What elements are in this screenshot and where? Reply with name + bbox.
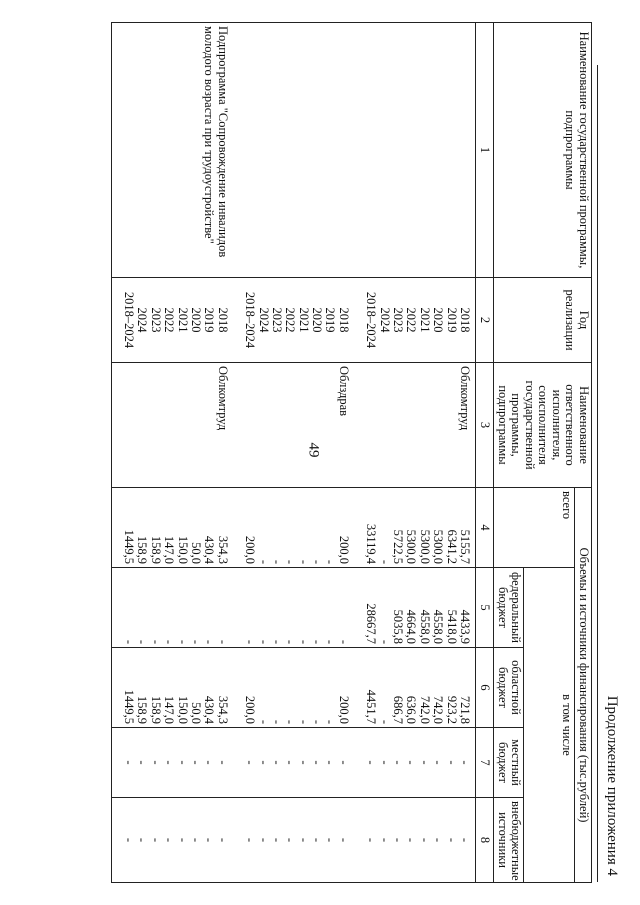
cell-value: - bbox=[283, 837, 298, 843]
cell-value: - bbox=[417, 837, 432, 843]
header-year: Год реализации bbox=[494, 278, 592, 363]
cell-value: - bbox=[310, 719, 325, 724]
cell-value: 5035,8 bbox=[391, 609, 406, 644]
executor-name: Облкомтруд bbox=[215, 366, 230, 431]
header-regional: областной бюджет bbox=[494, 648, 524, 728]
cell-total bbox=[233, 488, 354, 568]
cell-value: - bbox=[323, 837, 338, 843]
cell-value: 2018 bbox=[336, 307, 351, 333]
cell-value: 147,0 bbox=[162, 535, 177, 564]
cell-value: 4433,9 bbox=[458, 609, 472, 644]
col-number-2: 2 bbox=[476, 278, 495, 363]
cell-value: - bbox=[336, 837, 351, 843]
cell-value: 200,0 bbox=[336, 535, 351, 564]
cell-extrabudget bbox=[111, 798, 233, 883]
col-number-4: 4 bbox=[476, 488, 495, 568]
cell-value: 6341,2 bbox=[444, 529, 459, 564]
cell-value: 2022 bbox=[162, 307, 177, 333]
cell-value: - bbox=[202, 639, 217, 644]
cell-value: - bbox=[364, 837, 379, 843]
cell-value: - bbox=[323, 760, 338, 765]
header-program-name: Наименование государственной программы, подпрограммы bbox=[494, 23, 592, 278]
col-number-8: 8 bbox=[476, 798, 495, 883]
cell-program-name bbox=[233, 23, 354, 278]
cell-value: - bbox=[377, 559, 392, 564]
cell-value: 1449,5 bbox=[122, 529, 137, 564]
header-extrabudget: внебюджетные источники bbox=[494, 798, 524, 883]
cell-federal bbox=[111, 568, 233, 648]
cell-local bbox=[111, 728, 233, 798]
cell-value: - bbox=[336, 760, 351, 765]
cell-value: 158,9 bbox=[148, 695, 163, 724]
cell-value: - bbox=[323, 639, 338, 644]
funding-table bbox=[111, 22, 592, 883]
page-number: 49 bbox=[305, 442, 322, 458]
cell-value: - bbox=[269, 719, 284, 724]
cell-total bbox=[354, 488, 476, 568]
cell-value: 742,0 bbox=[417, 695, 432, 724]
cell-value: - bbox=[404, 760, 419, 765]
col-number-5: 5 bbox=[476, 568, 495, 648]
cell-years bbox=[354, 278, 476, 363]
cell-value: - bbox=[243, 639, 258, 644]
cell-executor bbox=[354, 363, 476, 488]
cell-value: - bbox=[336, 639, 351, 644]
cell-value: - bbox=[243, 760, 258, 765]
cell-value: - bbox=[310, 639, 325, 644]
cell-total bbox=[111, 488, 233, 568]
cell-extrabudget bbox=[233, 798, 354, 883]
cell-value: - bbox=[175, 837, 190, 843]
cell-value: - bbox=[431, 760, 446, 765]
cell-value: 50,0 bbox=[188, 702, 203, 724]
cell-value: 430,4 bbox=[202, 535, 217, 564]
cell-program-name bbox=[111, 23, 233, 278]
cell-value: - bbox=[391, 837, 406, 843]
cell-value: - bbox=[269, 837, 284, 843]
cell-value: - bbox=[323, 719, 338, 724]
cell-value: - bbox=[296, 639, 311, 644]
header-funding-group: Объемы и источники финансирования (тыс.рублей) bbox=[575, 488, 592, 883]
cell-value: - bbox=[215, 760, 230, 765]
cell-value: 150,0 bbox=[175, 535, 190, 564]
cell-value: - bbox=[215, 639, 230, 644]
cell-years bbox=[233, 278, 354, 363]
cell-regional bbox=[233, 648, 354, 728]
cell-local bbox=[354, 728, 476, 798]
cell-value: - bbox=[135, 639, 150, 644]
cell-value: 4558,0 bbox=[431, 609, 446, 644]
cell-value: - bbox=[458, 837, 472, 843]
cell-value: - bbox=[444, 837, 459, 843]
cell-value: 1449,5 bbox=[122, 689, 137, 724]
cell-value: - bbox=[377, 719, 392, 724]
cell-value: - bbox=[377, 837, 392, 843]
cell-value: - bbox=[122, 837, 137, 843]
cell-value: 2018–2024 bbox=[122, 291, 137, 349]
cell-value: 2021 bbox=[296, 307, 311, 333]
cell-value: - bbox=[256, 837, 271, 843]
cell-value: - bbox=[256, 719, 271, 724]
cell-extrabudget bbox=[354, 798, 476, 883]
header-executor: Наименование ответственного исполнителя, соисполнителя государственной программы, подпрограммы bbox=[494, 363, 592, 488]
cell-value: 2020 bbox=[310, 307, 325, 333]
cell-value: 147,0 bbox=[162, 695, 177, 724]
cell-value: - bbox=[148, 639, 163, 644]
cell-value: 2020 bbox=[431, 307, 446, 333]
cell-value: - bbox=[269, 559, 284, 564]
cell-value: 2021 bbox=[175, 307, 190, 333]
cell-value: - bbox=[458, 760, 472, 765]
cell-value: 200,0 bbox=[336, 695, 351, 724]
cell-value: 5300,0 bbox=[431, 529, 446, 564]
executor-name: Облкомтруд bbox=[458, 366, 472, 431]
cell-value: 2020 bbox=[188, 307, 203, 333]
cell-value: 50,0 bbox=[188, 542, 203, 564]
cell-value: 158,9 bbox=[148, 535, 163, 564]
cell-value: - bbox=[256, 639, 271, 644]
cell-value: - bbox=[296, 719, 311, 724]
cell-value: - bbox=[431, 837, 446, 843]
col-number-6: 6 bbox=[476, 648, 495, 728]
cell-value: - bbox=[135, 760, 150, 765]
cell-value: 721,8 bbox=[458, 695, 472, 724]
cell-value: - bbox=[283, 760, 298, 765]
cell-value: 2022 bbox=[404, 307, 419, 333]
header-local: местный бюджет bbox=[494, 728, 524, 798]
cell-value: - bbox=[122, 760, 137, 765]
cell-value: 2024 bbox=[135, 307, 150, 333]
cell-value: 150,0 bbox=[175, 695, 190, 724]
cell-value: 2023 bbox=[269, 307, 284, 333]
cell-value: - bbox=[243, 837, 258, 843]
cell-value: 2019 bbox=[323, 307, 338, 333]
section-row bbox=[354, 23, 476, 883]
header-rule bbox=[597, 65, 598, 882]
cell-value: 636,0 bbox=[404, 695, 419, 724]
cell-value: - bbox=[417, 760, 432, 765]
cell-years bbox=[111, 278, 233, 363]
cell-value: - bbox=[310, 760, 325, 765]
cell-value: - bbox=[269, 760, 284, 765]
cell-value: - bbox=[296, 559, 311, 564]
sections-body bbox=[111, 23, 475, 883]
cell-value: - bbox=[135, 837, 150, 843]
cell-value: 4558,0 bbox=[417, 609, 432, 644]
cell-value: 2018–2024 bbox=[243, 291, 258, 349]
cell-value: 2021 bbox=[417, 307, 432, 333]
rotated-sheet bbox=[20, 22, 620, 882]
section-row bbox=[111, 23, 233, 883]
cell-value: 5300,0 bbox=[404, 529, 419, 564]
cell-value: 2019 bbox=[444, 307, 459, 333]
cell-value: - bbox=[296, 760, 311, 765]
cell-value: 158,9 bbox=[135, 535, 150, 564]
cell-value: - bbox=[444, 760, 459, 765]
cell-value: 2018 bbox=[458, 307, 472, 333]
cell-value: 742,0 bbox=[431, 695, 446, 724]
cell-value: 2024 bbox=[377, 307, 392, 333]
cell-value: - bbox=[391, 760, 406, 765]
cell-value: 354,3 bbox=[215, 695, 230, 724]
cell-program-name bbox=[354, 23, 476, 278]
cell-executor bbox=[233, 363, 354, 488]
cell-value: 2019 bbox=[202, 307, 217, 333]
cell-value: - bbox=[296, 837, 311, 843]
cell-value: - bbox=[310, 837, 325, 843]
cell-value: - bbox=[148, 760, 163, 765]
cell-executor bbox=[111, 363, 233, 488]
cell-value: - bbox=[122, 639, 137, 644]
program-name: Подпрограмма "Сопровождение инвалидов молодого возраста при трудоустройстве" bbox=[202, 26, 230, 258]
cell-value: 2023 bbox=[148, 307, 163, 333]
cell-value: - bbox=[377, 639, 392, 644]
cell-value: - bbox=[175, 760, 190, 765]
cell-regional bbox=[111, 648, 233, 728]
cell-value: 4451,7 bbox=[364, 689, 379, 724]
appendix-label: Продолжение приложения 4 bbox=[604, 695, 620, 876]
cell-value: - bbox=[377, 760, 392, 765]
cell-value: 686,7 bbox=[391, 695, 406, 724]
cell-value: - bbox=[256, 760, 271, 765]
cell-value: 5155,7 bbox=[458, 529, 472, 564]
col-number-7: 7 bbox=[476, 728, 495, 798]
cell-value: 33119,4 bbox=[364, 523, 379, 564]
cell-value: - bbox=[283, 559, 298, 564]
cell-value: 2023 bbox=[391, 307, 406, 333]
header-total: всего bbox=[494, 488, 575, 568]
cell-value: - bbox=[162, 760, 177, 765]
cell-value: 4664,0 bbox=[404, 609, 419, 644]
cell-value: - bbox=[310, 559, 325, 564]
cell-value: - bbox=[404, 837, 419, 843]
cell-value: - bbox=[162, 639, 177, 644]
cell-value: 430,4 bbox=[202, 695, 217, 724]
cell-value: - bbox=[148, 837, 163, 843]
cell-value: - bbox=[202, 837, 217, 843]
cell-federal bbox=[233, 568, 354, 648]
cell-value: 5722,5 bbox=[391, 529, 406, 564]
cell-regional bbox=[354, 648, 476, 728]
cell-value: - bbox=[162, 837, 177, 843]
header-federal: федеральный бюджет bbox=[494, 568, 524, 648]
cell-value: - bbox=[269, 639, 284, 644]
cell-value: - bbox=[215, 837, 230, 843]
cell-value: - bbox=[364, 760, 379, 765]
cell-value: - bbox=[188, 760, 203, 765]
executor-name: Облздрав bbox=[336, 366, 351, 417]
cell-federal bbox=[354, 568, 476, 648]
cell-local bbox=[233, 728, 354, 798]
cell-value: - bbox=[188, 639, 203, 644]
cell-value: - bbox=[283, 719, 298, 724]
cell-value: 923,2 bbox=[444, 695, 459, 724]
cell-value: 2022 bbox=[283, 307, 298, 333]
cell-value: 354,3 bbox=[215, 535, 230, 564]
cell-value: - bbox=[283, 639, 298, 644]
header-including: в том числе bbox=[524, 568, 575, 883]
cell-value: - bbox=[323, 559, 338, 564]
col-number-3: 3 bbox=[476, 363, 495, 488]
cell-value: 200,0 bbox=[243, 535, 258, 564]
cell-value: 2024 bbox=[256, 307, 271, 333]
cell-value: 158,9 bbox=[135, 695, 150, 724]
cell-value: 2018–2024 bbox=[364, 291, 379, 349]
cell-value: 5300,0 bbox=[417, 529, 432, 564]
section-row bbox=[233, 23, 354, 883]
cell-value: 2018 bbox=[215, 307, 230, 333]
col-number-1: 1 bbox=[476, 23, 495, 278]
cell-value: - bbox=[256, 559, 271, 564]
cell-value: - bbox=[202, 760, 217, 765]
cell-value: 5418,0 bbox=[444, 609, 459, 644]
cell-value: - bbox=[175, 639, 190, 644]
cell-value: 200,0 bbox=[243, 695, 258, 724]
cell-value: - bbox=[188, 837, 203, 843]
cell-value: 28667,7 bbox=[364, 603, 379, 644]
